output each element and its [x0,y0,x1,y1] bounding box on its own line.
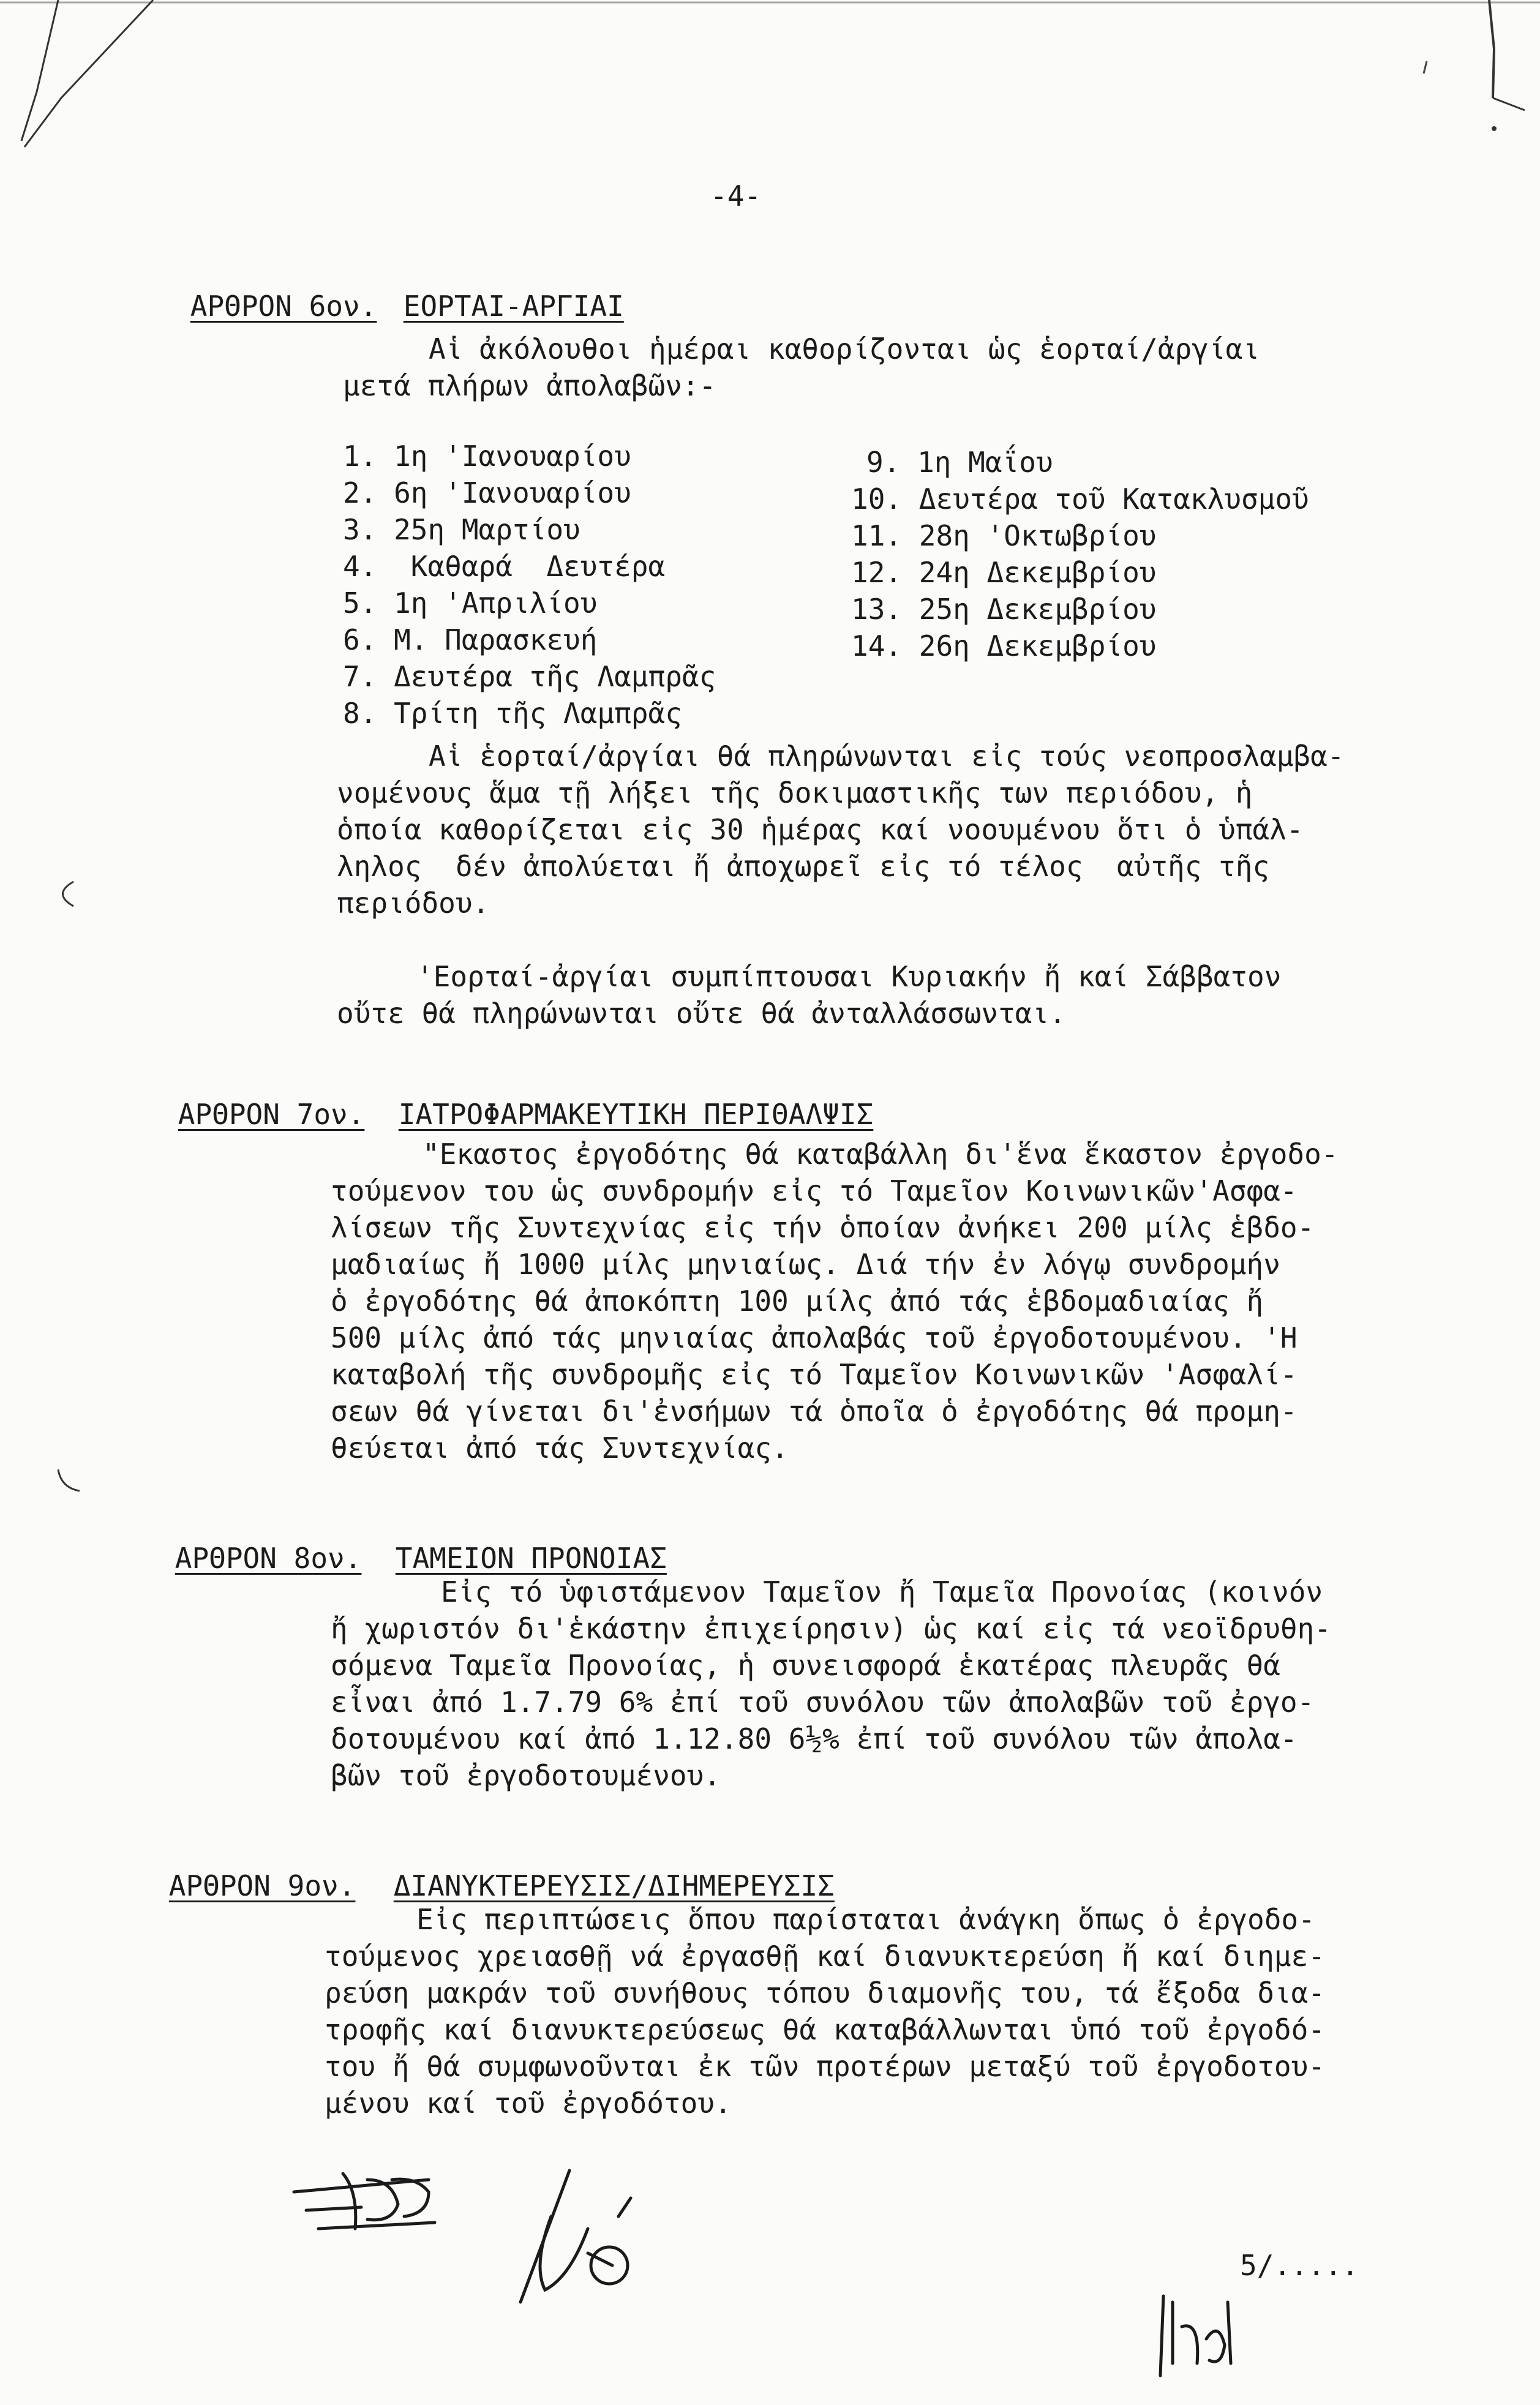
page-number: -4- [710,179,762,212]
continuation-marker: 5/..... [1240,2249,1359,2282]
holiday-item: 7. Δευτέρα τῆς Λαμπρᾶς [343,660,716,693]
holiday-item: 1. 1η 'Ιανουαρίου [343,440,631,473]
article-6-title: ΕΟΡΤΑΙ-ΑΡΓΙΑΙ [403,290,624,323]
text-line: ἤ χωριστόν δι'ἑκάστην ἐπιχείρησιν) ὡς καί εἰς τά νεοϊδρυθη- [331,1612,1331,1645]
article-7-number: ΑΡΘΡΟΝ 7ον. [178,1098,365,1131]
text-line: 'Εορταί-ἀργίαι συμπίπτουσαι Κυριακήν ἤ καί Σάββατον [416,960,1282,993]
text-line: περιόδου. [337,887,490,920]
article-6-number: ΑΡΘΡΟΝ 6ον. [190,290,377,323]
article-9-title: ΔΙΑΝΥΚΤΕΡΕΥΣΙΣ/ΔΙΗΜΕΡΕΥΣΙΣ [393,1869,835,1902]
article-9-number: ΑΡΘΡΟΝ 9ον. [168,1869,356,1902]
holiday-item: 11. 28η 'Οκτωβρίου [851,519,1157,552]
article-8-title: ΤΑΜΕΙΟΝ ΠΡΟΝΟΙΑΣ [395,1542,667,1575]
holiday-item: 10. Δευτέρα τοῦ Κατακλυσμοῦ [851,482,1309,516]
text-line: σόμενα Ταμεῖα Προνοίας, ἡ συνεισφορά ἑκατέρας πλευρᾶς θά [331,1649,1280,1682]
text-line: Εἰς περιπτώσεις ὅπου παρίσταται ἀνάγκη ὅπως ὁ ἐργοδο- [416,1903,1315,1936]
text-line: Αἱ ἑορταί/ἀργίαι θά πληρώνωνται εἰς τούς νεοπροσλαμβα- [429,740,1345,773]
text-line: τούμενος χρειασθῇ νά ἐργασθῇ καί διανυκτερεύση ἤ καί διημε- [325,1940,1325,1973]
text-line: λίσεων τῆς Συντεχνίας εἰς τήν ὁποίαν ἀνήκει 200 μίλς ἑβδο- [331,1211,1315,1244]
text-line: μένου καί τοῦ ἐργοδότου. [325,2087,732,2120]
text-line: Εἰς τό ὑφιστάμενον Ταμεῖον ἤ Ταμεῖα Προνοίας (κοινόν [441,1575,1323,1608]
text-line: ὁποία καθορίζεται εἰς 30 ἡμέρας καί νοουμένου ὅτι ὁ ὑπάλ- [337,813,1304,846]
text-line: τροφῆς καί διανυκτερεύσεως θά καταβάλλωνται ὑπό τοῦ ἐργοδό- [325,2013,1325,2046]
article-8-number: ΑΡΘΡΟΝ 8ον. [175,1542,362,1575]
holiday-item: 12. 24η Δεκεμβρίου [851,556,1157,589]
text-line: ληλος δέν ἀπολύεται ἤ ἀποχωρεῖ εἰς τό τέλος αὐτῆς τῆς [337,850,1270,883]
article-6-intro-line: Αἱ ἀκόλουθοι ἡμέραι καθορίζονται ὡς ἑορταί/ἀργίαι [429,332,1260,366]
signature-2 [520,2171,631,2302]
text-line: καταβολή τῆς συνδρομῆς εἰς τό Ταμεῖον Κοινωνικῶν 'Ασφαλί- [331,1358,1298,1391]
article-7-title: ΙΑΤΡΟΦΑΡΜΑΚΕΥΤΙΚΗ ΠΕΡΙΘΑΛΨΙΣ [398,1098,874,1131]
text-line: εἶναι ἀπό 1.7.79 6% ἐπί τοῦ συνόλου τῶν ἀπολαβῶν τοῦ ἐργο- [331,1686,1315,1719]
holiday-item: 14. 26η Δεκεμβρίου [851,629,1157,662]
text-line: βῶν τοῦ ἐργοδοτουμένου. [331,1759,721,1792]
signature-3 [1160,2296,1231,2376]
text-line: μαδιαίως ἤ 1000 μίλς μηνιαίως. Διά τήν ἐν λόγῳ συνδρομήν [331,1248,1280,1281]
text-line: ὁ ἐργοδότης θά ἀποκόπτη 100 μίλς ἀπό τάς ἑβδομαδιαίας ἤ [331,1285,1264,1318]
article-6-intro-line: μετά πλήρων ἀπολαβῶν:- [343,369,716,402]
text-line: νομένους ἅμα τῇ λήξει τῆς δοκιμαστικῆς των περιόδου, ἡ [337,776,1253,809]
holiday-item: 2. 6η 'Ιανουαρίου [343,476,631,509]
holiday-item: 4. Καθαρά Δευτέρα [343,550,666,583]
text-line: τούμενον του ὡς συνδρομήν εἰς τό Ταμεῖον Κοινωνικῶν'Ασφα- [331,1174,1298,1207]
holiday-item: 8. Τρίτη τῆς Λαμπρᾶς [343,697,682,730]
holiday-item: 9. 1η Μαΐου [866,446,1053,479]
text-line: οὔτε θά πληρώνωνται οὔτε θά ἀνταλλάσσωνται. [337,997,1066,1030]
holiday-item: 3. 25η Μαρτίου [343,513,580,546]
text-line: σεων θά γίνεται δι'ἐνσήμων τά ὁποῖα ὁ ἐργοδότης θά προμη- [331,1395,1298,1428]
holiday-item: 6. Μ. Παρασκευή [343,623,598,656]
signature-1 [294,2174,435,2229]
text-line: "Εκαστος ἐργοδότης θά καταβάλλη δι'ἕνα ἕκαστον ἐργοδο- [423,1138,1339,1171]
text-line: ρεύση μακράν τοῦ συνήθους τόπου διαμονῆς του, τά ἔξοδα δια- [325,1976,1325,2009]
text-line: δοτουμένου καί ἀπό 1.12.80 6½% ἐπί τοῦ συνόλου τῶν ἀπολα- [331,1722,1298,1755]
holiday-item: 13. 25η Δεκεμβρίου [851,593,1157,626]
text-line: του ἤ θά συμφωνοῦνται ἐκ τῶν προτέρων μεταξύ τοῦ ἐργοδοτου- [325,2050,1325,2083]
text-line: θεύεται ἀπό τάς Συντεχνίας. [331,1431,789,1465]
text-line: 500 μίλς ἀπό τάς μηνιαίας ἀπολαβάς τοῦ ἐργοδοτουμένου. 'Η [331,1321,1298,1354]
holiday-item: 5. 1η 'Απριλίου [343,587,598,620]
